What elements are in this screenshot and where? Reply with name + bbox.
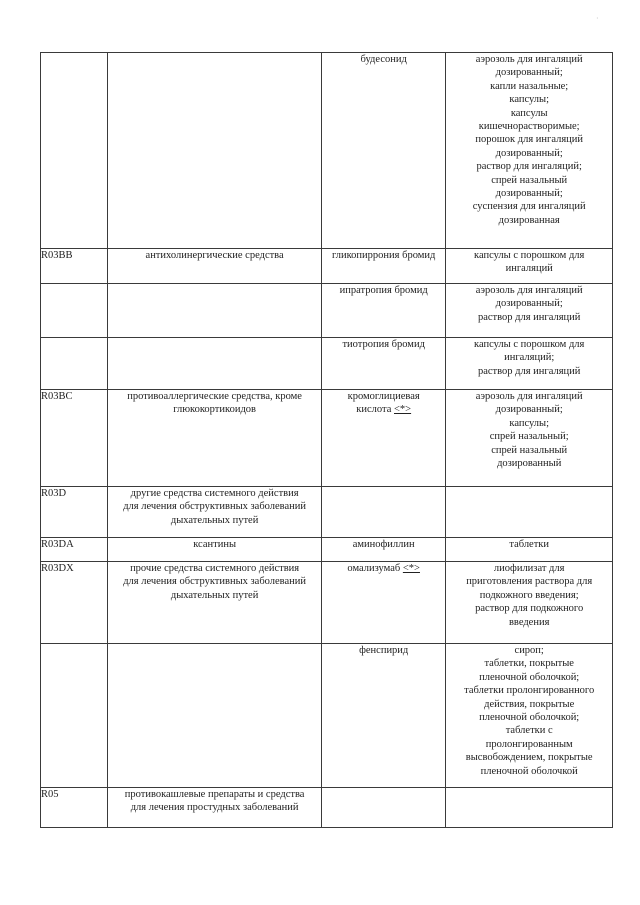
dosage-form-line: раствор для ингаляций; bbox=[476, 161, 582, 173]
dosage-form-line: капсулы с порошком для bbox=[474, 339, 585, 350]
atc-group-cell bbox=[108, 644, 322, 788]
dosage-form-line: таблетки, покрытые bbox=[484, 658, 574, 670]
atc-group-cell bbox=[108, 538, 322, 562]
atc-group-line: ксантины bbox=[193, 539, 236, 550]
drug-name-line: будесонид bbox=[360, 54, 407, 65]
atc-group-cell bbox=[108, 390, 322, 487]
dosage-form-line: аэрозоль для ингаляций bbox=[475, 54, 583, 65]
atc-group-cell bbox=[108, 788, 322, 828]
atc-group-cell bbox=[108, 562, 322, 644]
drug-name-line bbox=[322, 403, 445, 416]
drug-name-cell bbox=[321, 53, 445, 249]
drug-name-cell bbox=[321, 487, 445, 538]
dosage-form-line: спрей назальный; bbox=[489, 431, 569, 443]
dosage-form-line: пленочной оболочкой; bbox=[479, 712, 580, 724]
dosage-form-line: спрей назальный bbox=[491, 174, 568, 186]
table-row bbox=[41, 284, 613, 338]
footnote-marker: <*> bbox=[394, 404, 412, 416]
dosage-form-line: капли назальные; bbox=[490, 80, 569, 92]
dosage-form-cell bbox=[446, 284, 613, 338]
drug-name-cell bbox=[321, 538, 445, 562]
dosage-form-cell bbox=[446, 562, 613, 644]
dosage-form-cell bbox=[446, 338, 613, 390]
dosage-form-line: пленочной оболочкой; bbox=[479, 671, 580, 683]
footnote-marker: <*> bbox=[402, 563, 420, 574]
table-row bbox=[41, 644, 613, 788]
atc-code-cell bbox=[41, 53, 108, 249]
atc-group-line: дыхательных путей bbox=[170, 514, 259, 526]
drug-name-cell bbox=[321, 788, 445, 828]
dosage-form-line: действия, покрытые bbox=[484, 698, 575, 710]
dosage-form-cell bbox=[446, 53, 613, 249]
drug-name-cell bbox=[321, 562, 445, 644]
drug-name-cell bbox=[321, 284, 445, 338]
drug-name-text: омализумаб bbox=[347, 563, 401, 574]
drug-name-line: аминофиллин bbox=[352, 539, 415, 550]
dosage-form-line: лиофилизат для bbox=[493, 563, 565, 574]
dosage-form-line: таблетки с bbox=[505, 725, 553, 737]
dosage-form-line: пленочной оболочкой bbox=[480, 765, 578, 777]
atc-code-cell bbox=[41, 284, 108, 338]
drug-name-text: кислота bbox=[356, 404, 392, 416]
atc-code-cell: R03BB bbox=[41, 249, 108, 284]
drug-name-cell bbox=[321, 644, 445, 788]
atc-group-line: прочие средства системного действия bbox=[130, 563, 300, 574]
scan-speck: · bbox=[596, 14, 599, 23]
drug-name-cell bbox=[321, 390, 445, 487]
dosage-form-line: раствор для ингаляций bbox=[477, 365, 581, 377]
drug-name-cell bbox=[321, 249, 445, 284]
dosage-form-line: капсулы с порошком для bbox=[474, 250, 585, 261]
drug-name-line: ипратропия бромид bbox=[339, 285, 428, 296]
dosage-form-line: подкожного введения; bbox=[479, 589, 579, 601]
dosage-form-line: аэрозоль для ингаляций bbox=[475, 285, 583, 296]
dosage-form-line: дозированный; bbox=[495, 404, 563, 416]
dosage-form-line: дозированный; bbox=[495, 298, 563, 310]
atc-group-line: для лечения обструктивных заболеваний bbox=[123, 576, 307, 588]
atc-group-cell bbox=[108, 284, 322, 338]
drug-name-line: тиотропия бромид bbox=[342, 339, 425, 350]
atc-group-cell bbox=[108, 249, 322, 284]
atc-code-cell bbox=[41, 644, 108, 788]
dosage-form-line: таблетки bbox=[509, 539, 550, 550]
table-row bbox=[41, 53, 613, 249]
dosage-form-cell bbox=[446, 538, 613, 562]
dosage-form-line: кишечнорастворимые; bbox=[478, 121, 580, 133]
table-row bbox=[41, 538, 613, 562]
dosage-form-line: ингаляций; bbox=[504, 352, 555, 364]
dosage-form-line: раствор для ингаляций bbox=[477, 311, 581, 323]
dosage-form-line: дозированная bbox=[498, 214, 560, 226]
dosage-form-line: капсулы; bbox=[509, 94, 549, 106]
table-row bbox=[41, 562, 613, 644]
dosage-form-line: дозированный; bbox=[495, 67, 563, 79]
table-row bbox=[41, 338, 613, 390]
drug-name-line: кромоглициевая bbox=[347, 391, 420, 402]
atc-group-cell bbox=[108, 487, 322, 538]
dosage-form-line: дозированный; bbox=[495, 188, 563, 200]
dosage-form-line: раствор для подкожного bbox=[475, 603, 584, 615]
atc-group-cell bbox=[108, 53, 322, 249]
atc-group-line: другие средства системного действия bbox=[130, 488, 299, 499]
document-page bbox=[40, 52, 613, 828]
dosage-form-line: сироп; bbox=[514, 645, 544, 656]
dosage-form-line: приготовления раствора для bbox=[466, 576, 593, 588]
dosage-form-line: пролонгированным bbox=[485, 738, 573, 750]
atc-code-cell: R05 bbox=[41, 788, 108, 828]
dosage-form-line: спрей назальный bbox=[491, 444, 568, 456]
drug-name-line: фенспирид bbox=[359, 645, 409, 656]
drug-name-line bbox=[322, 562, 445, 575]
medication-table bbox=[40, 52, 613, 828]
atc-group-line: глюкокортикоидов bbox=[173, 404, 256, 416]
table-row bbox=[41, 249, 613, 284]
dosage-form-cell bbox=[446, 644, 613, 788]
atc-code-cell: R03BC bbox=[41, 390, 108, 487]
dosage-form-cell bbox=[446, 249, 613, 284]
dosage-form-line: высвобождением, покрытые bbox=[465, 752, 593, 764]
atc-group-line: противокашлевые препараты и средства bbox=[124, 789, 305, 800]
atc-group-cell bbox=[108, 338, 322, 390]
dosage-form-cell bbox=[446, 788, 613, 828]
atc-group-line: антихолинергические средства bbox=[145, 250, 284, 261]
table-row bbox=[41, 788, 613, 828]
dosage-form-line: дозированный; bbox=[495, 147, 563, 159]
dosage-form-line: капсулы; bbox=[509, 417, 549, 429]
atc-code-cell: R03DA bbox=[41, 538, 108, 562]
atc-code-cell bbox=[41, 338, 108, 390]
dosage-form-line: таблетки пролонгированного bbox=[464, 685, 595, 697]
dosage-form-line: суспензия для ингаляций bbox=[472, 201, 586, 213]
drug-name-cell bbox=[321, 338, 445, 390]
atc-code-cell: R03D bbox=[41, 487, 108, 538]
dosage-form-line: порошок для ингаляций bbox=[475, 134, 584, 146]
dosage-form-line: аэрозоль для ингаляций bbox=[475, 391, 583, 402]
drug-name-line: гликопиррония бромид bbox=[331, 250, 436, 261]
atc-group-line: для лечения простудных заболеваний bbox=[130, 802, 299, 814]
dosage-form-line: капсулы bbox=[510, 107, 548, 119]
atc-group-line: для лечения обструктивных заболеваний bbox=[123, 501, 307, 513]
table-row bbox=[41, 487, 613, 538]
dosage-form-line: ингаляций bbox=[505, 263, 553, 275]
dosage-form-line: дозированный bbox=[497, 458, 562, 470]
dosage-form-line: введения bbox=[508, 616, 550, 628]
atc-group-line: дыхательных путей bbox=[170, 589, 259, 601]
atc-group-line: противоаллергические средства, кроме bbox=[127, 391, 302, 402]
table-row bbox=[41, 390, 613, 487]
dosage-form-cell bbox=[446, 487, 613, 538]
atc-code-cell: R03DX bbox=[41, 562, 108, 644]
dosage-form-cell bbox=[446, 390, 613, 487]
